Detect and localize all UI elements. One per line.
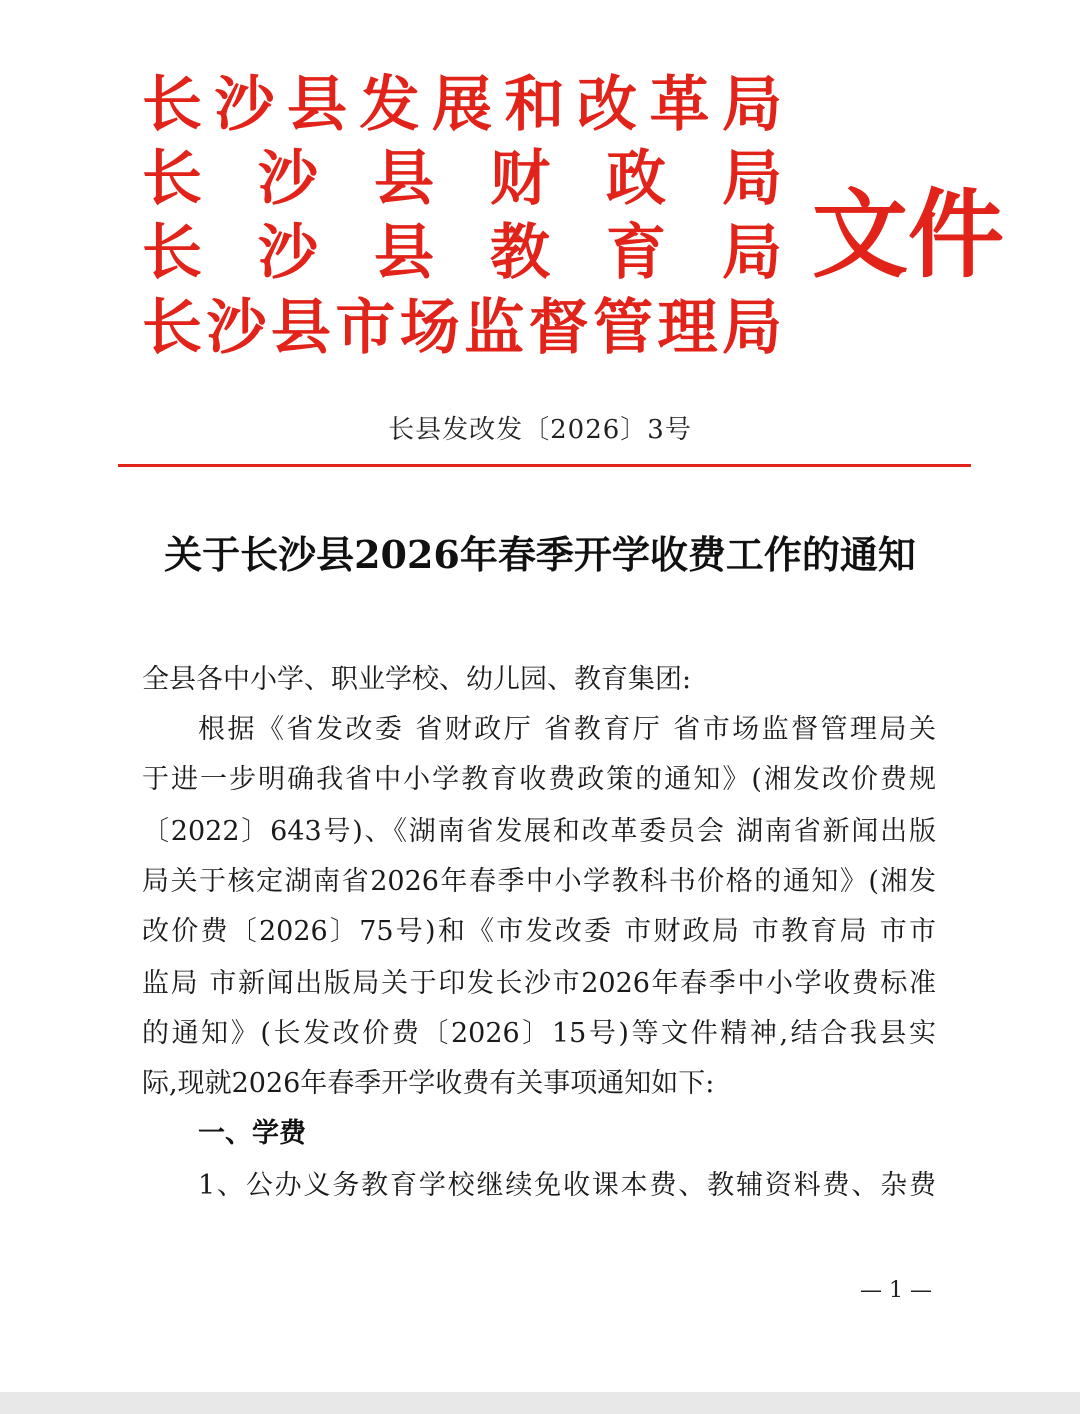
body-line: 的通知》(长发改价费〔2026〕15号)等文件精神,结合我县实 [142, 1018, 936, 1049]
document-number: 长县发改发〔2026〕3号 [388, 415, 692, 445]
document-suffix-wenjian: 文件 [812, 179, 1004, 291]
agency-name-development-reform: 长 沙 县 发 展 和 改 革 局 [142, 70, 782, 140]
page-number: — 1 — [860, 1278, 932, 1303]
agency-name-market-supervision: 长 沙 县 市 场 监 督 管 理 局 [142, 293, 782, 363]
agency-name-finance: 长 沙 县 财 政 局 [142, 144, 782, 214]
body-line: 监局 市新闻出版局关于印发长沙市2026年春季中小学收费标准 [142, 968, 936, 999]
body-line: 际,现就2026年春季开学收费有关事项通知如下: [142, 1068, 715, 1099]
red-separator-line [118, 464, 971, 467]
body-line: 于进一步明确我省中小学教育收费政策的通知》(湘发改价费规 [142, 764, 936, 795]
body-line: 根据《省发改委 省财政厅 省教育厅 省市场监督管理局关 [198, 714, 936, 745]
salutation: 全县各中小学、职业学校、幼儿园、教育集团: [142, 664, 692, 695]
viewer-bottom-strip [0, 1392, 1080, 1414]
body-line: 局关于核定湖南省2026年春季中小学教科书价格的通知》(湘发 [142, 866, 936, 897]
list-item: 1、公办义务教育学校继续免收课本费、教辅资料费、杂费 [198, 1170, 936, 1201]
document-title: 关于长沙县2026年春季开学收费工作的通知 [164, 532, 916, 577]
body-line: 改价费〔2026〕75号)和《市发改委 市财政局 市教育局 市市 [142, 916, 936, 947]
section-heading-tuition: 一、学费 [198, 1118, 306, 1149]
body-line: 〔2022〕643号)、《湖南省发展和改革委员会 湖南省新闻出版 [142, 816, 936, 847]
agency-name-education: 长 沙 县 教 育 局 [142, 218, 782, 288]
